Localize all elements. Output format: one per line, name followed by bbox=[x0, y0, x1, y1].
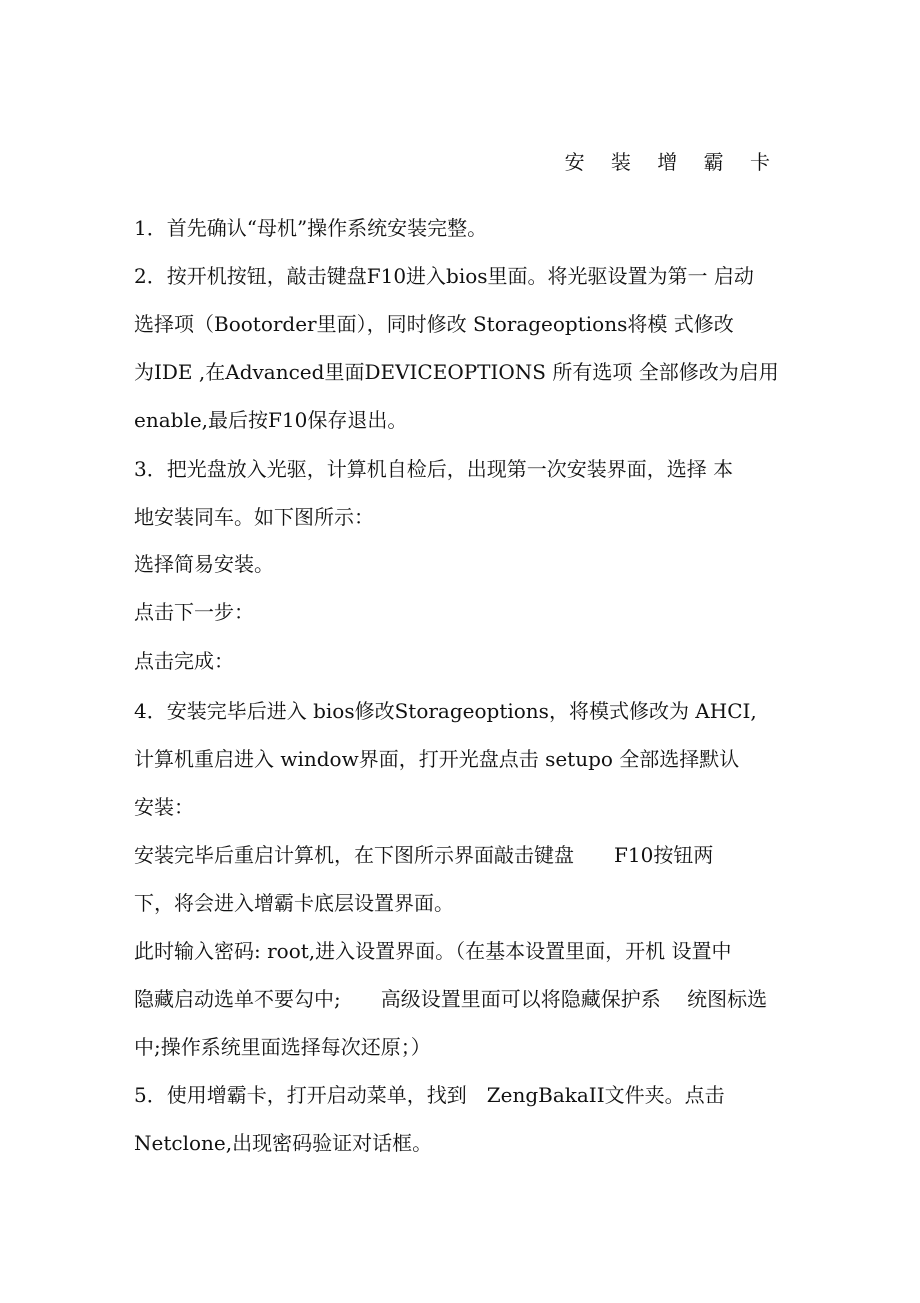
paragraph-line: 3．把光盘放入光驱，计算机自检后，出现第一次安装界面，选择 本 bbox=[134, 457, 734, 481]
paragraph-line: enable,最后按F10保存退出。 bbox=[134, 408, 408, 432]
paragraph-line: 中;操作系统里面选择每次还原；） bbox=[134, 1035, 431, 1059]
paragraph-line: 2．按开机按钮，敲击键盘F10进入bios里面。将光驱设置为第一 启动 bbox=[134, 264, 754, 288]
paragraph-line: 安装： bbox=[134, 795, 194, 819]
paragraph-line: 4．安装完毕后进入 bios修改Storageoptions，将模式修改为 AHCI, bbox=[134, 699, 757, 723]
paragraph-line: 点击完成： bbox=[134, 649, 234, 673]
paragraph-line: 地安装同车。如下图所示： bbox=[134, 505, 374, 529]
paragraph-line: 选择简易安装。 bbox=[134, 552, 274, 576]
paragraph-line: 点击下一步： bbox=[134, 600, 254, 624]
paragraph-line: 1．首先确认“母机”操作系统安装完整。 bbox=[134, 216, 488, 240]
paragraph-line: 此时输入密码: root,进入设置界面。（在基本设置里面，开机 设置中 bbox=[134, 939, 732, 963]
paragraph-line: Netclone,出现密码验证对话框。 bbox=[134, 1131, 433, 1155]
paragraph-line: 计算机重启进入 window界面，打开光盘点击 setupo 全部选择默认 bbox=[134, 747, 740, 771]
paragraph-line: 下，将会进入增霸卡底层设置界面。 bbox=[134, 891, 454, 915]
paragraph-line: 隐藏启动选单不要勾中; 高级设置里面可以将隐藏保护系 统图标选 bbox=[134, 987, 768, 1011]
paragraph-line: 选择项（Bootorder里面），同时修改 Storageoptions将模 式修改 bbox=[134, 312, 734, 336]
paragraph-line: 安装完毕后重启计算机，在下图所示界面敲击键盘 F10按钮两 bbox=[134, 843, 714, 867]
paragraph-line: 为IDE ,在Advanced里面DEVICEOPTIONS 所有选项 全部修改为启用 bbox=[134, 360, 779, 384]
document-title: 安 装 增 霸 卡 bbox=[564, 150, 780, 174]
paragraph-line: 5．使用增霸卡，打开启动菜单，找到 ZengBakaII文件夹。点击 bbox=[134, 1083, 725, 1107]
